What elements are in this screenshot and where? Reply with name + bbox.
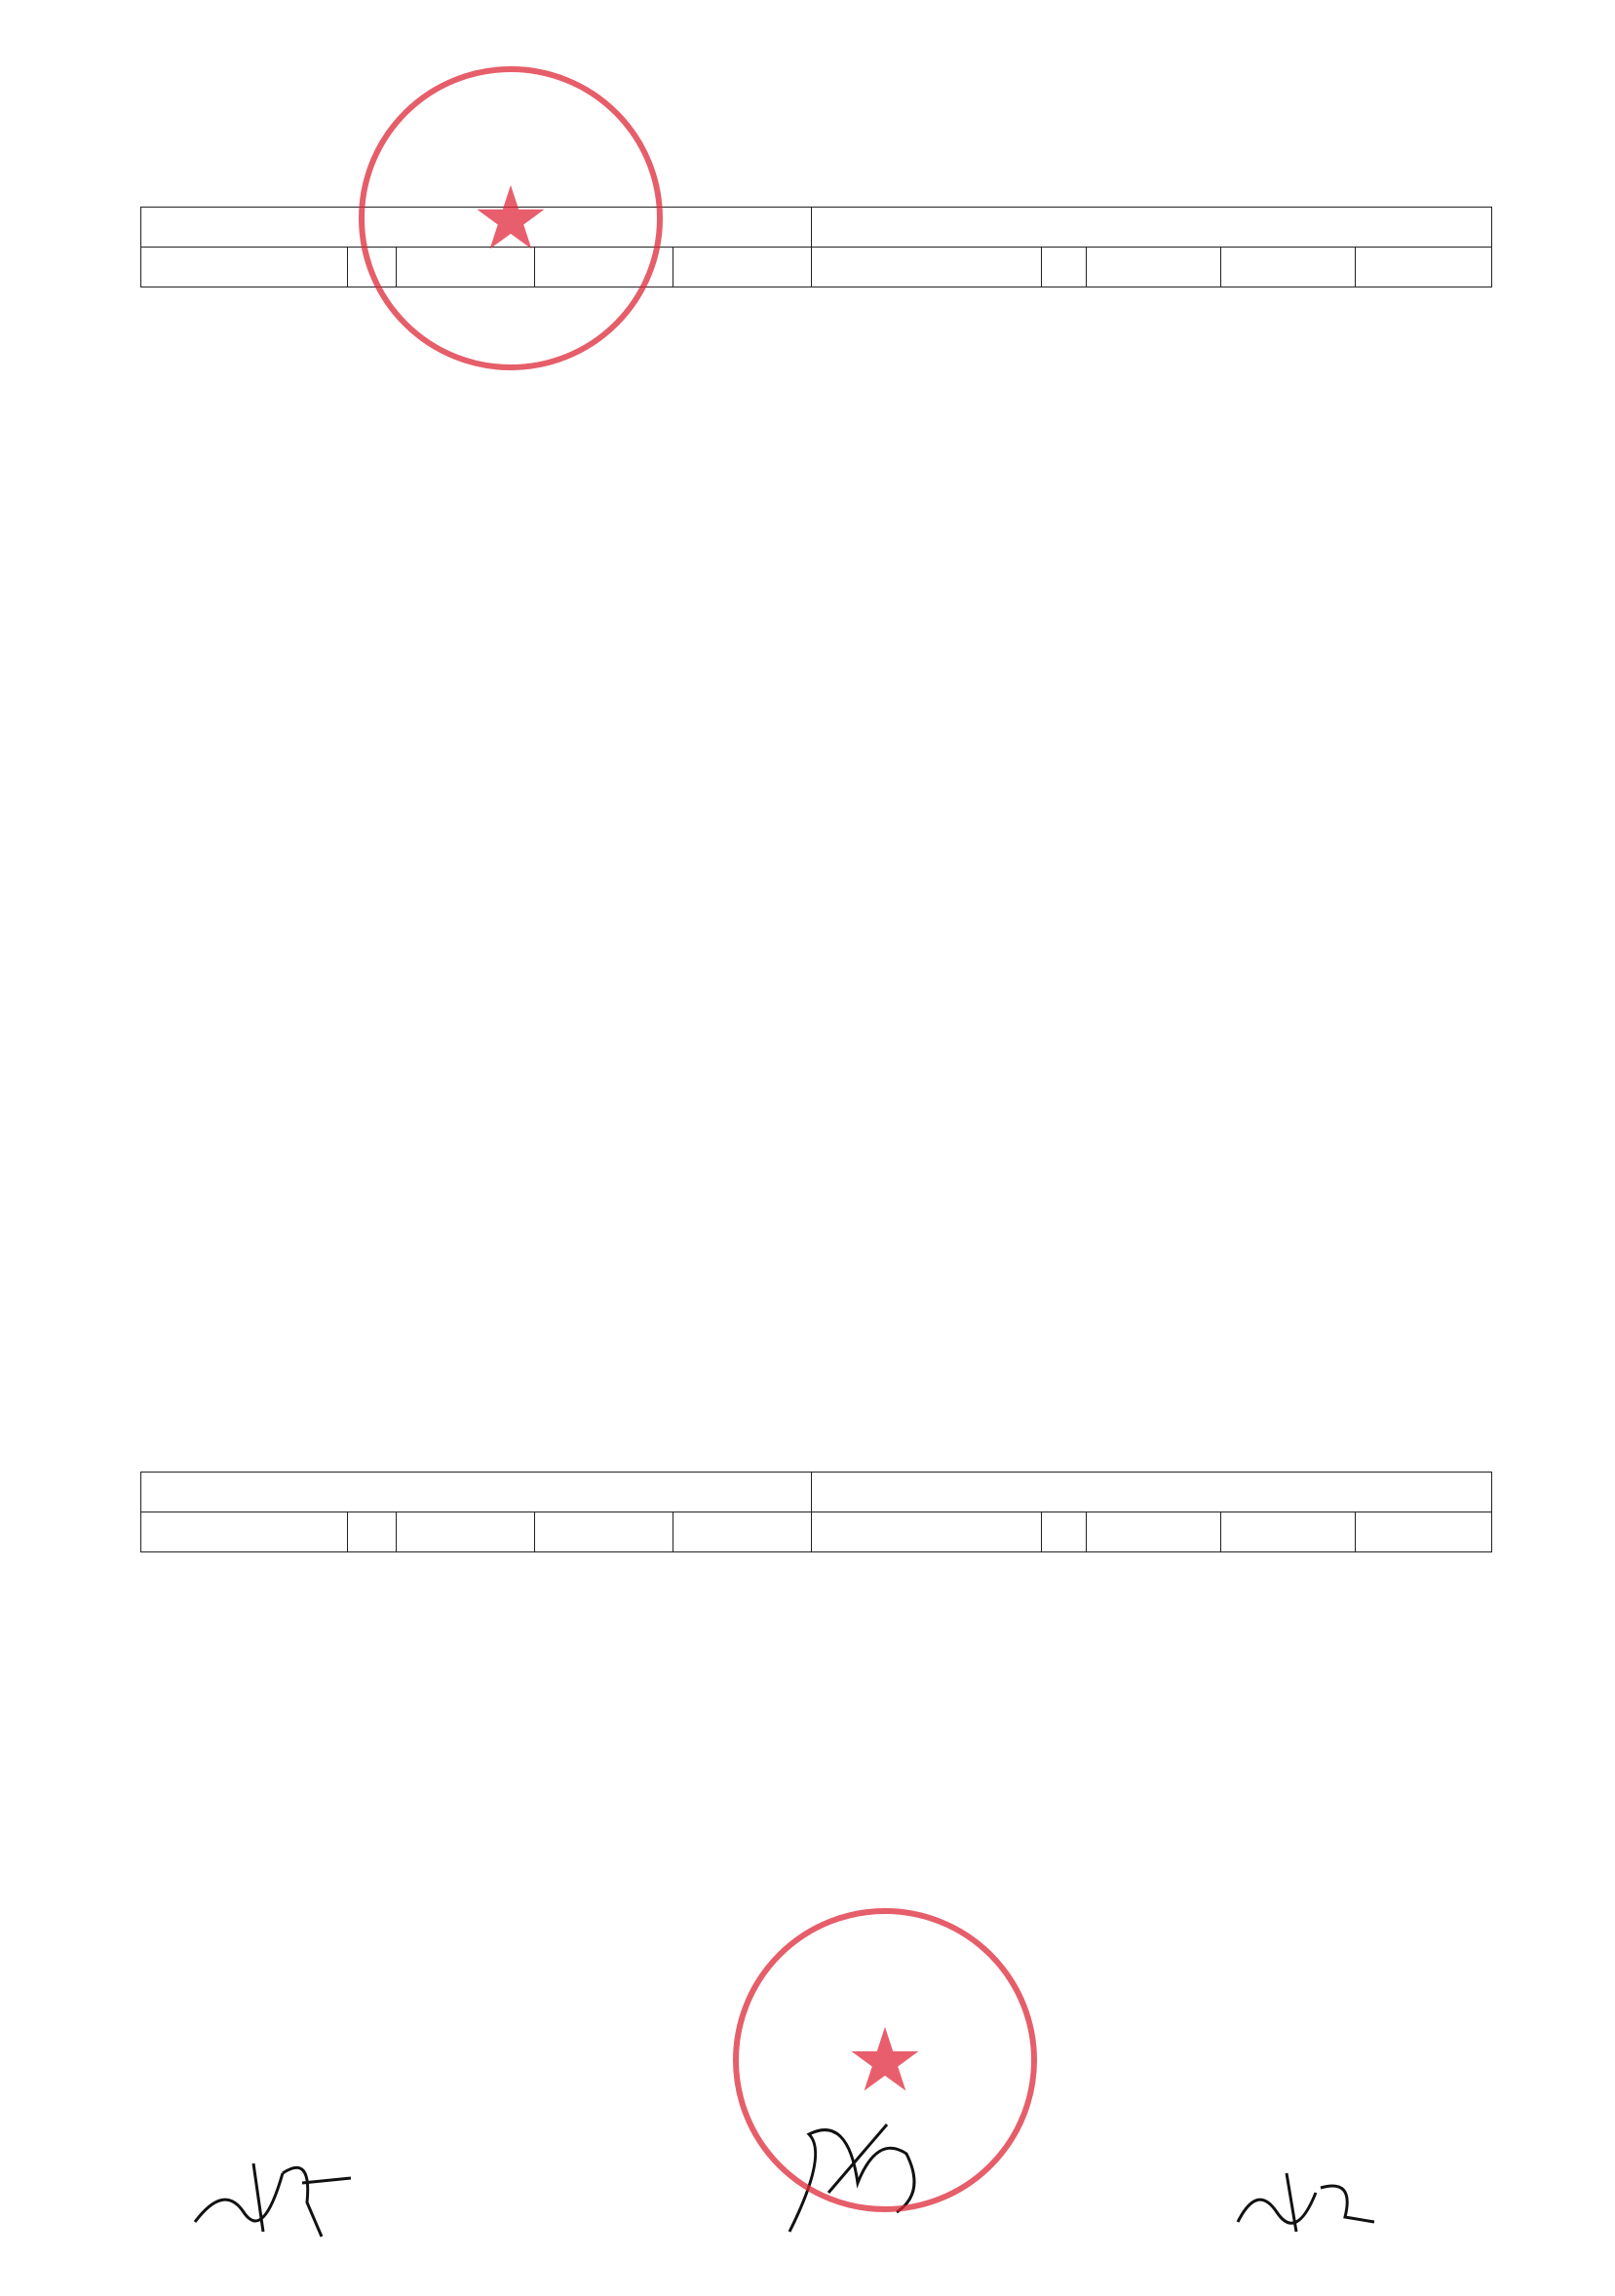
col-seq [1042, 248, 1087, 287]
star-icon: ★ [845, 2009, 925, 2112]
group-header-row [141, 208, 1492, 248]
assets-group-header [141, 1473, 812, 1512]
col-end-balance [397, 248, 535, 287]
col-start-balance [535, 248, 673, 287]
col-seq [1042, 1512, 1087, 1552]
appendix-table [140, 1472, 1492, 1552]
col-seq [348, 1512, 397, 1552]
column-header-row [141, 248, 1492, 287]
col-end [397, 1512, 535, 1552]
star-icon: ★ [471, 167, 551, 270]
col-change [673, 1512, 812, 1552]
col-asset [141, 248, 348, 287]
col-liability [812, 1512, 1042, 1552]
column-header-row [141, 1512, 1492, 1552]
col-start [1221, 1512, 1356, 1552]
balance-sheet-table [140, 207, 1492, 287]
col-end [1087, 1512, 1221, 1552]
signature-responsible [185, 2144, 361, 2241]
col-start-balance [1221, 248, 1356, 287]
liabilities-group-header [812, 1473, 1492, 1512]
col-liability [812, 248, 1042, 287]
col-start [535, 1512, 673, 1552]
col-end-balance [1087, 248, 1221, 287]
signature-stamp-area [770, 2095, 965, 2241]
liabilities-group-header [812, 208, 1492, 248]
group-header-row [141, 1473, 1492, 1512]
col-change [1356, 248, 1492, 287]
col-asset [141, 1512, 348, 1552]
assets-group-header [141, 208, 812, 248]
col-change [1356, 1512, 1492, 1552]
col-seq [348, 248, 397, 287]
signature-maker [1228, 2163, 1384, 2241]
col-change [673, 248, 812, 287]
